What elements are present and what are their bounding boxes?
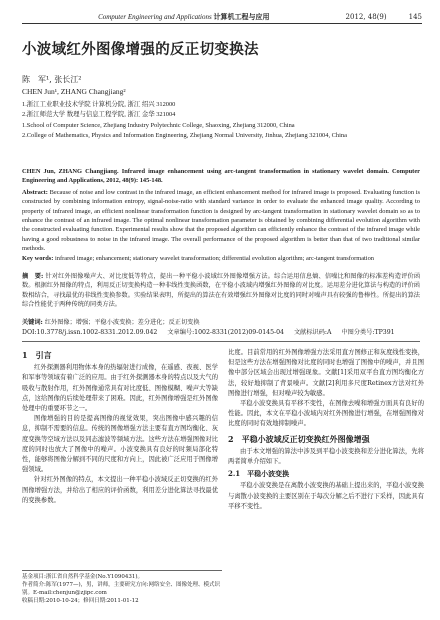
keywords-label: Key words: [22, 254, 54, 262]
header-journal [22, 12, 346, 22]
affiliation-en-2: 2.College of Mathematics, Physics and Information Engineering, Zhejiang Normal University, Jinhua, Zhejiang 321004, China [22, 131, 347, 139]
abstract-en-text: Because of noise and low contrast in the infrared image, an efficient enhancement method for infrared image is proposed. Evaluating function is constructed by combining information entropy, signal-noise-ratio with standard variance in order to evaluate the enhanced image quality. According to property of infrared image, an efficient nonlinear transformation function is designed by arc-tangent transformation in stationary wavelet domain so as to enhance the contrast of an infrared image. The optimal nonlinear transformation parameter is obtained by combining differential evolution algorithm with the constructed evaluating function. Experimental results show that the proposed algorithm can efficiently enhance the contrast of the infrared image while having a good robustness to noise in the infrared image. The overall performance of the proposed algorithm is better than that of two traditional similar methods. [22, 188, 420, 253]
doi: DOI:10.3778/j.issn.1002-8331.2012.09.042 [22, 329, 158, 336]
keywords-cn-label: 关键词: [22, 319, 43, 326]
doi-line [22, 328, 420, 342]
keywords-en-text: infrared image; enhancement; stationary wavelet transformation; differential evolution algorithm; arc-tangent transformation [55, 254, 374, 262]
author-note: 作者简介:陈军(1977—)，男，讲师，主要研究方向:网络安全、图像处理、模式识别。E-mail:chenjun@zjipc.com [22, 582, 220, 596]
page-number: 145 [408, 12, 422, 21]
body-paragraph: 平稳小波变换具有平移不变性，在图像去噪和增强方面具有良好的性能。因此，本文在平稳小波域内对红外图像进行增强，在增强图像对比度的同时有效地抑制噪声。 [228, 400, 424, 428]
paper-title: 小波域红外图像增强的反正切变换法 [22, 41, 259, 58]
affiliations-en [22, 121, 418, 140]
body-paragraph: 比度。目前常用的红外图像增强方法采用直方图修正和灰度线性变换，但是这些方法在增强图像对比度的同时也增强了图像中的噪声，并且图像中部分区域会出现过增强现象。文献[1]采用双平台直方图均衡化方法，较好地抑制了背景噪声。文献[2]利用多尺度Retinex方法对红外图像进行增强，但对噪声较为敏感。 [228, 349, 424, 397]
abstract-en [22, 188, 420, 254]
body-paragraph: 红外探测器利用物体本身的热辐射进行成像，在遥感、夜视、医学和军事等领域有着广泛的应用。由于红外探测器本身的特点以及大气的吸收与散射作用，红外图像通常具有对比度低、图像模糊、噪声大等缺点，这给图像的后续处理带来了困难。因此，红外图像增强是红外图像处理中的重要环节之一。 [22, 364, 218, 413]
running-header [22, 10, 422, 24]
authors-en: CHEN Jun¹, ZHANG Changjiang² [22, 87, 126, 96]
affiliation-cn-1: 1.浙江工业职业技术学院 计算机分院, 浙江 绍兴 312000 [22, 101, 176, 108]
section-2-1-text: 平稳小波变换是在离散小波变换的基础上提出来的，平稳小波变换与离散小波变换的主要区别在于每次分解之后不进行下采样，因此具有平移不变性。 [228, 482, 424, 510]
keywords-cn-text: 红外图像；增强；平稳小波变换；差分进化；反正切变换 [44, 319, 200, 326]
section-2-1-heading: 2.1 平稳小波变换 [228, 469, 290, 479]
journal-name-cn: 计算机工程与应用 [213, 12, 270, 21]
date-note: 收稿日期:2010-10-24；修回日期:2011-01-12 [22, 598, 139, 604]
keywords-en [22, 254, 420, 263]
abstract-label: Abstract: [22, 188, 48, 196]
clc-number: 中图分类号:TP391 [341, 329, 395, 336]
header-right [346, 13, 422, 21]
left-column [22, 348, 218, 506]
issue-info: 2012, 48(9) [345, 12, 387, 21]
affiliations-cn [22, 100, 418, 119]
affiliation-en-1: 1.School of Computer Science, Zhejiang Industry Polytechnic College, Shaoxing, Zhejiang 312000, China [22, 122, 295, 129]
chinese-keywords [22, 318, 420, 327]
abstract-cn-text: 针对红外图像噪声大、对比度低等特点，提出一种平稳小波域红外图像增强方法。综合运用信息熵、信噪比和图像的标准差构造评价函数。根据红外图像的特点，利用反正切变换构造一种非线性变换函数，在平稳小波域内增强红外图像的对比度。运用差分进化算法与构造的评价函数相结合，寻找最优的非线性变换参数。实验结果表明，所提出的算法在有效增强红外图像对比度的同时对噪声具有较强的鲁棒性。所提出的算法综合性能优于两种传统的同类方法。 [22, 273, 421, 308]
english-abstract-block [22, 167, 420, 263]
document-code: 文献标识码:A [294, 329, 332, 336]
body-paragraph: 图像增强的目的是提高图像的视觉效果，突出图像中感兴趣的信息，抑制不需要的信息。传统的图像增强方法主要有直方图均衡化、灰度变换等空域方法以及同态滤波等频域方法。这些方法在增强图像对比度的同时也放大了图像中的噪声。小波变换具有良好的时频局部化特性，能够将图像分解到不同的尺度和方向上，因此被广泛应用于图像增强领域。 [22, 415, 218, 474]
right-column [228, 348, 424, 512]
section-2-intro: 由于本文增强的算法中涉及到平稳小波变换和差分进化算法，先将两者简单介绍如下。 [228, 447, 424, 466]
footnotes [22, 570, 222, 605]
section-2-heading: 2 平稳小波域反正切变换红外图像增强 [228, 433, 370, 444]
fund-note: 基金项目:浙江省自然科学基金(No.Y1090431)。 [22, 574, 144, 580]
section-1-heading: 1 引言 [22, 350, 52, 360]
affiliation-cn-2: 2.浙江师范大学 数理与信息工程学院, 浙江 金华 321004 [22, 110, 176, 118]
authors-cn: 陈 军¹, 张长江² [22, 75, 82, 84]
journal-name-en: Computer Engineering and Applications [98, 12, 212, 21]
citation-en: CHEN Jun, ZHANG Changjiang. Infrared image enhancement using arc-tangent transformation in stationary wavelet domain. Computer Engineering and Applications, 2012, 48(9): 145-148. [22, 168, 420, 185]
chinese-abstract [22, 272, 420, 309]
abstract-cn-label: 摘 要: [22, 273, 44, 280]
body-paragraph: 针对红外图像的特点，本文提出一种平稳小波域反正切变换的红外图像增强方法，并给出了相应的评价函数，利用差分进化算法寻找最优的变换参数。 [22, 476, 218, 504]
article-number: 文章编号:1002-8331(2012)09-0145-04 [167, 329, 284, 336]
